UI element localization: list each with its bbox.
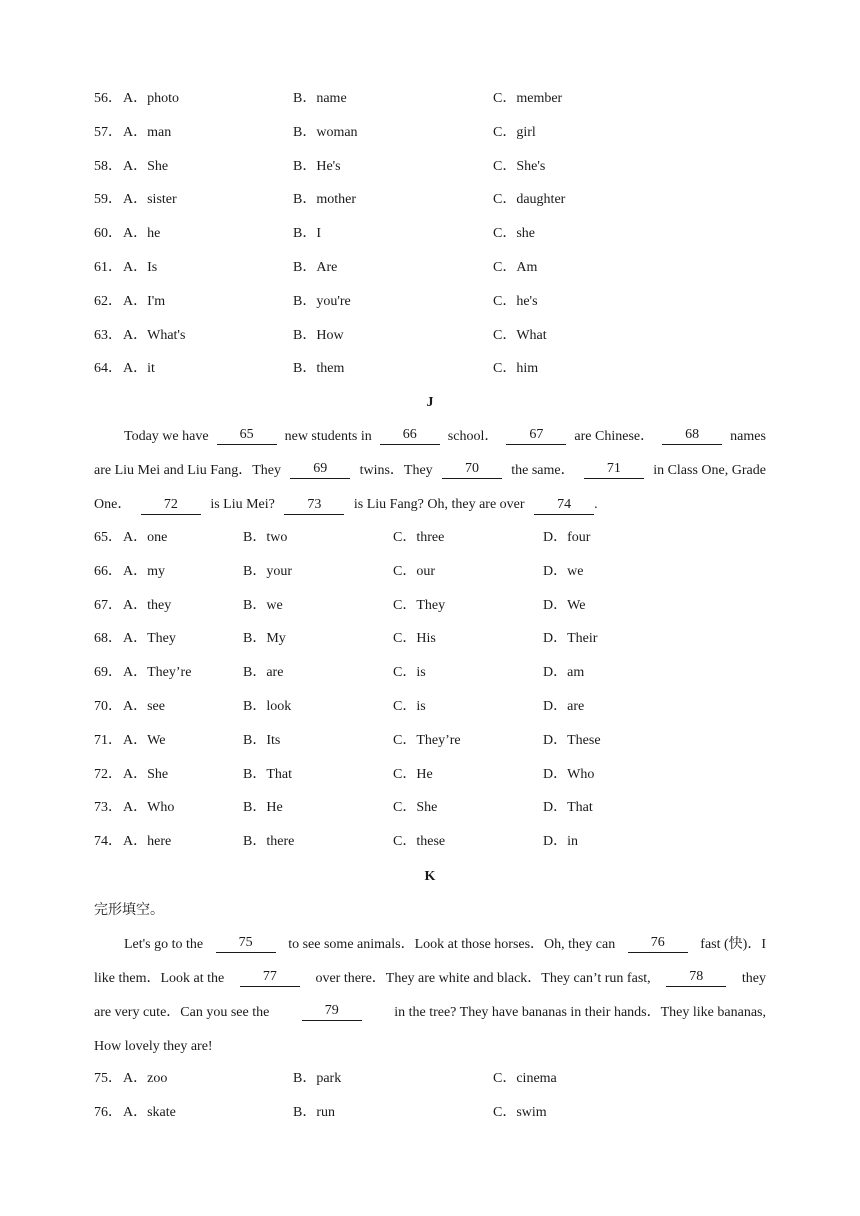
question-number: 57． <box>94 124 122 140</box>
section-instruction: 完形填空。 <box>94 903 164 918</box>
answer-option-a[interactable]: A．I'm <box>123 293 166 309</box>
passage-j-line-2 <box>94 461 766 481</box>
answer-option-a[interactable]: A．he <box>123 226 161 242</box>
blank-77[interactable]: 77 <box>240 969 300 987</box>
passage-text: they <box>741 971 766 986</box>
question-number: 62． <box>94 293 122 309</box>
answer-option-a[interactable]: A．here <box>123 834 172 850</box>
answer-option-c[interactable]: C．he's <box>493 293 538 309</box>
blank-69[interactable]: 69 <box>290 461 350 479</box>
answer-option-d[interactable]: D．These <box>543 732 601 748</box>
answer-option-d[interactable]: D．Their <box>543 631 598 647</box>
passage-text: Today we have <box>124 429 209 444</box>
answer-option-c[interactable]: C．girl <box>493 124 536 140</box>
answer-option-a[interactable]: A．They’re <box>123 665 192 681</box>
answer-option-c[interactable]: C．He <box>393 766 433 782</box>
passage-text: One． <box>94 497 132 512</box>
question-number: 65． <box>94 530 122 545</box>
question-number: 69． <box>94 665 122 681</box>
answer-option-a[interactable]: A．it <box>123 361 155 377</box>
question-number: 61． <box>94 260 122 275</box>
passage-text: in the tree? They have bananas in their hands．They like bananas, <box>394 1005 766 1020</box>
answer-option-b[interactable]: B．look <box>243 699 292 714</box>
passage-text: the same． <box>511 463 575 478</box>
answer-option-d[interactable]: D．That <box>543 800 593 816</box>
question-number: 67． <box>94 597 122 613</box>
answer-option-c[interactable]: C．cinema <box>493 1071 557 1086</box>
passage-text: school． <box>447 429 499 444</box>
question-number: 59． <box>94 192 122 208</box>
passage-text: new students in <box>284 429 372 444</box>
answer-option-a[interactable]: A．What's <box>123 327 186 343</box>
question-number: 76． <box>94 1104 122 1120</box>
answer-option-a[interactable]: A．zoo <box>123 1071 168 1086</box>
answer-option-a[interactable]: A．Who <box>123 800 175 816</box>
blank-70[interactable]: 70 <box>442 461 502 479</box>
question-number: 58． <box>94 158 122 174</box>
passage-text: to see some animals．Look at those horses．Oh, they can <box>288 937 616 952</box>
answer-option-b[interactable]: B．name <box>293 91 347 106</box>
passage-text: are Chinese． <box>574 429 655 444</box>
answer-option-c[interactable]: C．She <box>393 800 438 816</box>
question-number: 63． <box>94 327 122 343</box>
blank-74[interactable]: 74 <box>534 497 594 515</box>
answer-option-c[interactable]: C．him <box>493 361 539 377</box>
passage-text: Let's go to the <box>124 937 204 952</box>
passage-text: over there．They are white and black．They can’t run fast, <box>315 971 651 986</box>
question-number: 73． <box>94 800 122 816</box>
answer-option-b[interactable]: B．run <box>293 1104 335 1120</box>
answer-option-c[interactable]: C．is <box>393 699 426 714</box>
answer-option-d[interactable]: D．four <box>543 530 591 545</box>
answer-option-a[interactable]: A．She <box>123 158 169 174</box>
blank-73[interactable]: 73 <box>284 497 344 515</box>
question-number: 60． <box>94 226 122 242</box>
answer-option-b[interactable]: B．we <box>243 597 283 613</box>
answer-option-c[interactable]: C．three <box>393 530 445 545</box>
answer-option-b[interactable]: B．Are <box>293 260 338 275</box>
answer-option-a[interactable]: A．skate <box>123 1104 176 1120</box>
answer-option-d[interactable]: D．are <box>543 699 585 714</box>
answer-option-a[interactable]: A．Is <box>123 260 158 275</box>
answer-option-b[interactable]: B．are <box>243 665 284 681</box>
answer-option-d[interactable]: D．am <box>543 665 585 681</box>
question-number: 64． <box>94 361 122 377</box>
answer-option-b[interactable]: B．That <box>243 766 292 782</box>
answer-option-c[interactable]: C．she <box>493 226 535 242</box>
answer-option-b[interactable]: B．He's <box>293 158 341 174</box>
question-number: 56． <box>94 91 122 106</box>
question-number: 66． <box>94 563 122 579</box>
blank-71[interactable]: 71 <box>584 461 644 479</box>
answer-option-b[interactable]: B．How <box>293 327 344 343</box>
answer-option-c[interactable]: C．She's <box>493 158 546 174</box>
answer-option-c[interactable]: C．They <box>393 597 446 613</box>
answer-option-a[interactable]: A．We <box>123 732 166 748</box>
passage-text: are very cute．Can you see the <box>94 1005 270 1020</box>
passage-text: are Liu Mei and Liu Fang．They <box>94 463 282 478</box>
question-number: 71． <box>94 732 122 748</box>
answer-option-b[interactable]: B．there <box>243 834 295 850</box>
answer-option-c[interactable]: C．They’re <box>393 732 461 748</box>
answer-option-c[interactable]: C．His <box>393 631 436 647</box>
blank-79[interactable]: 79 <box>302 1003 362 1021</box>
passage-j-line-3 <box>94 495 766 515</box>
section-heading-j: J <box>426 395 434 410</box>
answer-option-c[interactable]: C．member <box>493 91 563 106</box>
answer-option-b[interactable]: B．them <box>293 361 345 377</box>
blank-76[interactable]: 76 <box>628 935 688 953</box>
answer-option-a[interactable]: A．photo <box>123 91 179 106</box>
blank-68[interactable]: 68 <box>662 427 722 445</box>
blank-66[interactable]: 66 <box>380 427 440 445</box>
blank-72[interactable]: 72 <box>141 497 201 515</box>
answer-option-a[interactable]: A．They <box>123 631 176 647</box>
passage-text: names <box>730 429 766 444</box>
answer-option-a[interactable]: A．man <box>123 124 172 140</box>
answer-option-c[interactable]: C．swim <box>493 1104 547 1120</box>
answer-option-b[interactable]: B．you're <box>293 293 351 309</box>
answer-option-b[interactable]: B．mother <box>293 192 356 208</box>
passage-k-line-4: How lovely they are! <box>94 1039 213 1054</box>
answer-option-c[interactable]: C．What <box>493 327 547 343</box>
answer-option-a[interactable]: A．my <box>123 563 165 579</box>
question-number: 68． <box>94 631 122 647</box>
answer-option-b[interactable]: B．I <box>293 226 321 242</box>
passage-j-line-1 <box>124 427 766 447</box>
passage-text: is Liu Fang? Oh, they are over <box>353 497 525 512</box>
answer-option-b[interactable]: B．He <box>243 800 283 816</box>
blank-75[interactable]: 75 <box>216 935 276 953</box>
passage-text: like them．Look at the <box>94 971 225 986</box>
answer-option-c[interactable]: C．daughter <box>493 192 566 208</box>
answer-option-b[interactable]: B．park <box>293 1071 342 1086</box>
question-number: 74． <box>94 834 122 850</box>
passage-k-line-1 <box>124 935 766 955</box>
question-number: 75． <box>94 1071 122 1086</box>
answer-option-b[interactable]: B．Its <box>243 732 281 748</box>
section-heading-k: K <box>424 869 436 884</box>
answer-option-d[interactable]: D．Who <box>543 766 595 782</box>
answer-option-c[interactable]: C．Am <box>493 260 538 275</box>
answer-option-b[interactable]: B．woman <box>293 124 358 140</box>
answer-option-a[interactable]: A．She <box>123 766 169 782</box>
answer-option-a[interactable]: A．one <box>123 530 168 545</box>
answer-option-b[interactable]: B．your <box>243 563 292 579</box>
passage-text: fast (快)．I <box>700 937 766 952</box>
answer-option-d[interactable]: D．in <box>543 834 578 850</box>
passage-text: twins．They <box>359 463 433 478</box>
answer-option-d[interactable]: D．We <box>543 597 586 613</box>
question-number: 70． <box>94 699 122 714</box>
passage-k-line-2 <box>94 969 766 989</box>
passage-k-line-3 <box>94 1003 766 1023</box>
answer-option-c[interactable]: C．our <box>393 563 435 579</box>
answer-option-a[interactable]: A．they <box>123 597 172 613</box>
answer-option-b[interactable]: B．My <box>243 631 286 647</box>
answer-option-a[interactable]: A．sister <box>123 192 177 208</box>
passage-text: is Liu Mei? <box>210 497 275 512</box>
passage-text: in Class One, Grade <box>653 463 766 478</box>
answer-option-c[interactable]: C．these <box>393 834 446 850</box>
answer-option-c[interactable]: C．is <box>393 665 426 681</box>
blank-67[interactable]: 67 <box>506 427 566 445</box>
passage-text: . <box>594 497 598 512</box>
blank-65[interactable]: 65 <box>217 427 277 445</box>
blank-78[interactable]: 78 <box>666 969 726 987</box>
question-number: 72． <box>94 766 122 782</box>
answer-option-d[interactable]: D．we <box>543 563 584 579</box>
answer-option-a[interactable]: A．see <box>123 699 165 714</box>
answer-option-b[interactable]: B．two <box>243 530 288 545</box>
